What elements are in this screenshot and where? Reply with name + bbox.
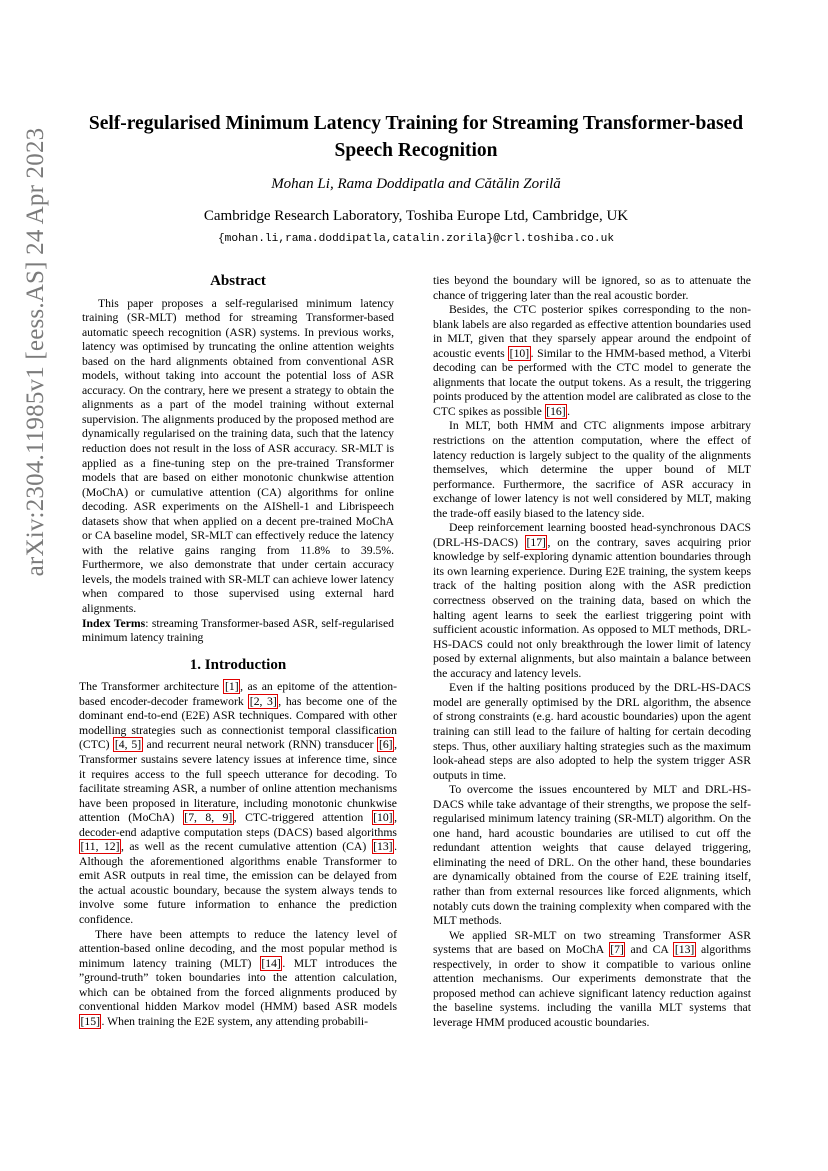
intro-paragraph-5: In MLT, both HMM and CTC alignments impose arbitrary restrictions on the attention computation, where the effect of latency reduction is largely subject to the quality of the alignments themselves, which determine the upper bound of MLT performance. Furthermore, the sacrifice of ASR accuracy in exchange of lower latency is not well considered by MLT, making the trade-off easily biased to the latency side. <box>433 419 751 520</box>
right-column <box>433 274 751 1030</box>
text-run: There have been attempts to reduce the latency level of attention-based online decoding, and the most popular method is minimum latency training (MLT) <box>79 927 397 970</box>
citation-link[interactable]: [10] <box>373 811 393 825</box>
index-terms <box>82 617 394 646</box>
text-run: . Similar to the HMM-based method, a Viterbi decoding can be performed with the CTC model to generate the alignments that locate the output tokens. As a result, the triggering points produced by the attention model are calibrated as close to the CTC spikes as possible <box>433 346 751 418</box>
text-run: Besides, the CTC posterior spikes corresponding to the non-blank labels are also regarded as effective attention boundaries used in MLT, given that they sparsely appear around the endpoint of acoustic events <box>433 303 751 360</box>
citation-link[interactable]: [7, 8, 9] <box>184 811 233 825</box>
citation-link[interactable]: [17] <box>526 535 546 549</box>
text-run: and CA <box>625 943 674 957</box>
abstract-text: This paper proposes a self-regularised minimum latency training (SR-MLT) method for streaming Transformer-based automatic speech recognition (ASR) systems. In previous works, latency was optimised by truncating the online attention weights based on the hard alignments obtained from conventional ASR models, without taking into account the potential loss of ASR accuracy. On the contrary, here we present a strategy to obtain the alignments as a part of the model training without external supervision. The alignments produced by the proposed method are dynamically regularised on the training data, such that the latency reduction does not result in the loss of ASR accuracy. SR-MLT is applied as a fine-tuning step on the pre-trained Transformer models that are based on either monotonic chunkwise attention (MoChA) or cumulative attention (CA) algorithms for online decoding. ASR experiments on the AIShell-1 and Librispeech datasets show that when applied on a decent pre-trained MoChA or CA baseline model, SR-MLT can effectively reduce the latency with the relative gains ranging from 11.8% to 39.5%. Furthermore, we also demonstrate that under certain accuracy levels, the models trained with SR-MLT can achieve lower latency when compared to those supervised using external hard alignments. <box>82 296 394 616</box>
abstract-heading: Abstract <box>210 273 266 289</box>
text-run: We applied SR-MLT on two streaming Transformer ASR systems that are based on MoChA <box>433 928 751 957</box>
paper-title: Self-regularised Minimum Latency Training for Streaming Transformer-based Speech Recognition <box>88 113 744 161</box>
introduction-heading: 1. Introduction <box>189 656 287 673</box>
citation-link[interactable]: [13] <box>373 840 393 854</box>
text-run: , has become one of the dominant end-to-end (E2E) ASR techniques. Compared with other modelling strategies such as connectionist temporal classification (CTC) <box>79 694 397 752</box>
text-run: algorithms respectively, in order to show it compatible to various online attention mechanisms. Our experiments demonstrate that the proposed method can achieve significant latency reduction against the baseline systems. including the vanilla MLT systems that leverage HMM produced acoustic boundaries. <box>433 943 751 1029</box>
intro-paragraph-2 <box>79 928 397 1030</box>
text-run: . <box>567 404 571 418</box>
citation-link[interactable]: [6] <box>378 738 393 752</box>
intro-paragraph-6 <box>433 521 751 681</box>
citation-link[interactable]: [7] <box>610 943 624 957</box>
text-run: Deep reinforcement learning boosted head-synchronous DACS (DRL-HS-DACS) <box>433 521 751 549</box>
arxiv-identifier[interactable]: arXiv:2304.11985v1 [eess.AS] 24 Apr 2023 <box>22 127 49 577</box>
intro-paragraph-7: Even if the halting positions produced by the DRL-HS-DACS model are generally optimised by the DRL algorithm, the absence of strong constraints (e.g. hard acoustic boundaries) upon the agent training can still lead to the failure of halting for certain decoding steps. Thus, other auxiliary halting strategies such as the maximum look-ahead steps are also adopted to help the system trigger ASR outputs in time. <box>433 681 751 782</box>
index-terms-label: Index Terms <box>82 616 146 630</box>
text-run: . MLT introduces the ”ground-truth” token boundaries into the attention calculation, which can be obtained from the forced alignments produced by conventional hidden Markov model (HMM) based ASR models <box>79 956 397 1014</box>
paper-authors: Mohan Li, Rama Doddipatla and Cătălin Zorilă <box>271 176 561 192</box>
citation-link[interactable]: [15] <box>80 1014 100 1028</box>
citation-link[interactable]: [1] <box>224 680 239 694</box>
text-run: . Although the aforementioned algorithms enable Transformer to emit ASR outputs in real time, the emission can be delayed from the actual acoustic boundary, because the system always tends to involve some future information to enhance the prediction confidence. <box>79 840 397 926</box>
citation-link[interactable]: [2, 3] <box>249 694 277 708</box>
text-run: The Transformer architecture <box>79 680 224 694</box>
intro-paragraph-8: To overcome the issues encountered by MLT and DRL-HS-DACS while take advantage of their strengths, we propose the self-regularised minimum latency training (SR-MLT) algorithm. On the one hand, hard acoustic boundaries are utilised to cut off the redundant attention weights that cause delayed triggering, eliminating the need of DRL. On the other hand, these boundaries are dynamically obtained from the course of E2E training itself, rather than from external resources like forced alignments, which notably cuts down the training complexity when compared with the MLT methods. <box>433 783 751 928</box>
left-column <box>79 274 397 1029</box>
intro-paragraph-1 <box>79 680 397 927</box>
text-run: , Transformer sustains severe latency issues at inference time, since it requires access to the full speech utterance for decoding. To facilitate streaming ASR, a number of online attention mechanisms have been proposed in literature, including monotonic chunkwise attention (MoChA) <box>79 738 397 825</box>
citation-link[interactable]: [13] <box>674 943 695 957</box>
index-terms-text: : streaming Transformer-based ASR, self-regularised minimum latency training <box>82 616 395 645</box>
intro-paragraph-4 <box>433 303 751 419</box>
text-run: and recurrent neural network (RNN) transducer <box>142 738 378 752</box>
paper-affiliation: Cambridge Research Laboratory, Toshiba Europe Ltd, Cambridge, UK <box>203 208 629 224</box>
text-run: , on the contrary, saves acquiring prior knowledge by self-exploring dynamic attention boundaries through its own learning experience. During E2E training, the system keeps track of the halting position along with the ASR prediction correctness observed on the training data, based on which the halting agent learns to seek the earliest triggering point with sufficient acoustic information. As opposed to MLT methods, DRL-HS-DACS could not only breakthrough the lower limit of latency posed by external alignments, but also maintain a balance between the accuracy and latency levels. <box>433 535 751 680</box>
text-run: , decoder-end adaptive computation steps (DACS) based algorithms <box>79 811 397 839</box>
abstract-body <box>79 297 397 646</box>
text-run: , as an epitome of the attention-based encoder-decoder framework <box>79 680 398 708</box>
paper-emails[interactable]: {mohan.li,rama.doddipatla,catalin.zorila}@crl.toshiba.co.uk <box>217 233 615 245</box>
intro-paragraph-3: ties beyond the boundary will be ignored, so as to attenuate the chance of triggering later than the real acoustic border. <box>433 274 751 302</box>
text-run: , CTC-triggered attention <box>233 811 372 825</box>
citation-link[interactable]: [14] <box>261 956 281 970</box>
citation-link[interactable]: [10] <box>509 346 530 360</box>
citation-link[interactable]: [16] <box>546 404 566 418</box>
citation-link[interactable]: [4, 5] <box>114 738 142 752</box>
citation-link[interactable]: [11, 12] <box>80 840 120 854</box>
text-run: . When training the E2E system, any attending probabili- <box>101 1014 369 1028</box>
intro-paragraph-9 <box>433 929 751 1031</box>
text-run: , as well as the recent cumulative attention (CA) <box>121 840 372 854</box>
